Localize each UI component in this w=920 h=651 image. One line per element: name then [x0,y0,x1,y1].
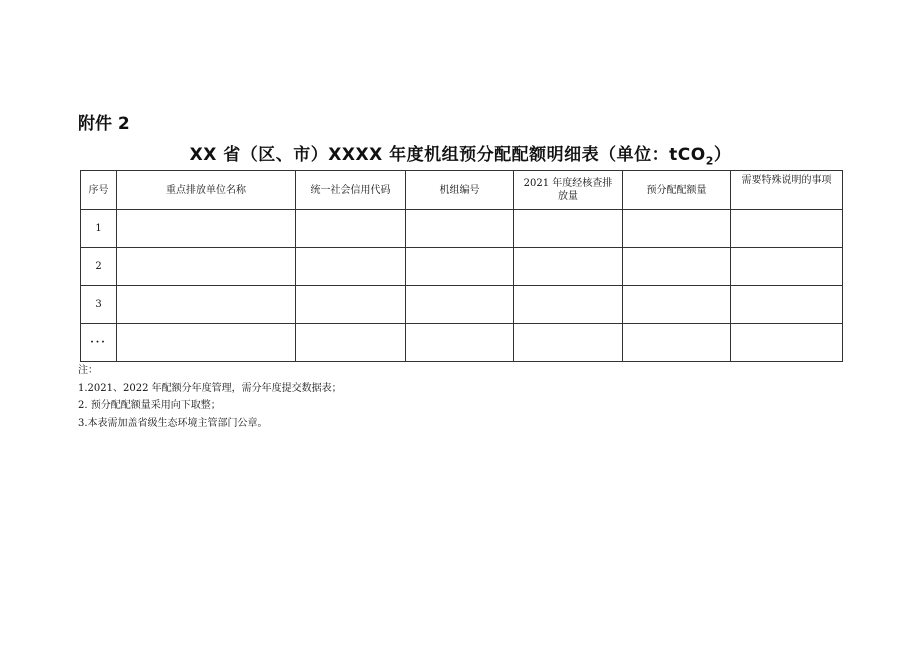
table-header-row [81,171,843,210]
table-row [81,286,843,324]
column-header-entity-name: 重点排放单位名称 [117,171,296,210]
table-cell [623,248,731,286]
table-row [81,210,843,248]
column-header-index: 序号 [81,171,117,210]
table-row [81,248,843,286]
table-row [81,324,843,362]
table-cell [623,286,731,324]
quota-detail-table [80,170,843,362]
table-cell [623,324,731,362]
title-end: ） [713,145,732,165]
column-header-unit-number: 机组编号 [406,171,514,210]
column-header-verified-emissions: 2021 年度经核查排放量 [514,171,623,210]
table-cell [406,324,514,362]
note-item: 1.2021、2022 年配额分年度管理，需分年度提交数据表； [78,382,342,394]
table-cell [117,210,296,248]
table-cell [731,324,843,362]
row-index: 1 [81,210,117,248]
column-header-preallocated-quota: 预分配配额量 [623,171,731,210]
notes-section [78,362,342,432]
table-cell [514,210,623,248]
table-cell [406,286,514,324]
table-cell [514,286,623,324]
row-index: 3 [81,286,117,324]
table-cell [514,248,623,286]
title-main: XX 省（区、市）XXXX 年度机组预分配配额明细表（单位：tCO [189,145,706,165]
table-cell [296,210,406,248]
note-item: 2. 预分配配额量采用向下取整； [78,400,221,411]
table-cell [623,210,731,248]
table-cell [406,210,514,248]
table-cell [117,286,296,324]
table-cell [731,248,843,286]
table-cell [117,324,296,362]
table-cell [117,248,296,286]
column-header-credit-code: 统一社会信用代码 [296,171,406,210]
table-cell [731,286,843,324]
document-title [80,140,841,167]
table-cell [296,286,406,324]
title-subscript: 2 [705,154,714,168]
table-cell [296,248,406,286]
column-header-special-notes: 需要特殊说明的事项 [731,171,843,210]
notes-heading: 注： [78,365,98,376]
table-cell [406,248,514,286]
attachment-label: 附件 2 [78,114,130,134]
table-cell [731,210,843,248]
row-index: ··· [81,324,117,362]
table-cell [514,324,623,362]
row-index: 2 [81,248,117,286]
note-item: 3.本表需加盖省级生态环境主管部门公章。 [78,417,268,429]
table-cell [296,324,406,362]
